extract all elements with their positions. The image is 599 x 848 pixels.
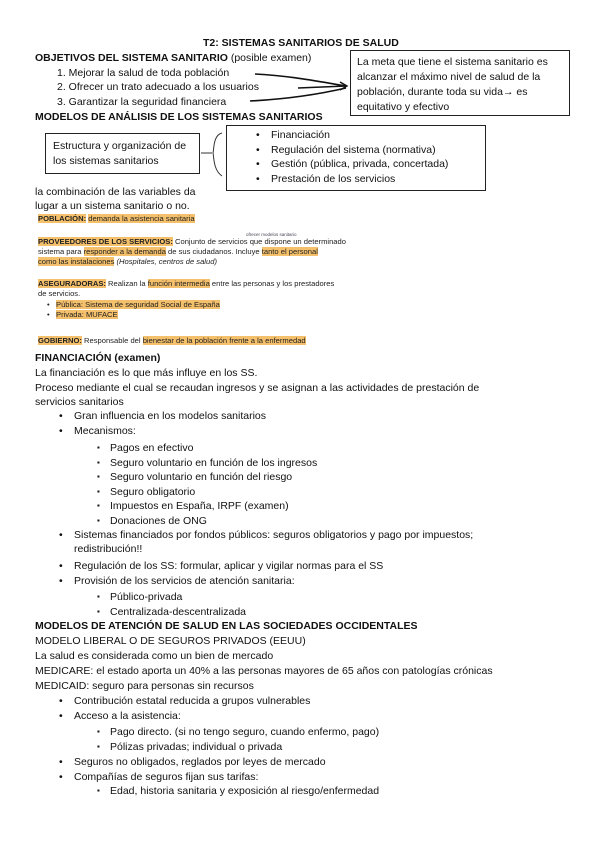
- aseguradoras-text-2: de servicios.: [38, 289, 81, 298]
- financiacion-bullet-fondos: • Sistemas financiados por fondos públicos: seguros obligatorios y pago por impuestos;: [74, 528, 473, 543]
- modelos-analisis-heading: MODELOS DE ANÁLISIS DE LOS SISTEMAS SANITARIOS: [35, 111, 323, 123]
- proveedores-hl-3: tanto el personal: [261, 247, 318, 256]
- variable-item-gestion: • Gestión (pública, privada, concertada): [271, 157, 448, 172]
- aseguradoras-line-1: [38, 279, 334, 289]
- aseguradoras-label: ASEGURADORAS:: [38, 279, 106, 288]
- proveedores-line-3: [38, 257, 217, 267]
- objetivos-heading-suffix: (posible examen): [227, 52, 312, 64]
- mecanismo-item: ▪ Seguro voluntario en función de los ingresos: [110, 456, 317, 471]
- variable-item-prestacion: • Prestación de los servicios: [271, 172, 448, 187]
- acceso-list: [110, 725, 379, 754]
- proveedores-text-1: Conjunto de servicios que dispone un determinado: [172, 237, 346, 246]
- gobierno-hl: bienestar de la población frente a la enfermedad: [142, 336, 306, 345]
- variable-item-financiacion: • Financiación: [271, 128, 448, 143]
- gobierno-label: GOBIERNO:: [38, 336, 82, 345]
- objetivos-heading-text: OBJETIVOS DEL SISTEMA SANITARIO: [35, 52, 228, 64]
- financiacion-bullet-provision: • Provisión de los servicios de atención sanitaria:: [74, 574, 383, 589]
- objetivo-item-1: 1. Mejorar la salud de toda población: [57, 67, 230, 79]
- acceso-item: ▪ Pago directo. (si no tengo seguro, cuando enfermo, pago): [110, 725, 379, 740]
- variable-item-regulacion: • Regulación del sistema (normativa): [271, 143, 448, 158]
- poblacion-label: POBLACIÓN:: [38, 214, 87, 223]
- liberal-bullet-seguros: • Seguros no obligados, reglados por leyes de mercado: [74, 755, 326, 770]
- proveedores-line-1: [38, 237, 346, 247]
- proveedores-line-2: [38, 247, 318, 257]
- aseguradoras-hl: función intermedia: [147, 279, 210, 288]
- modelos-atencion-heading: MODELOS DE ATENCIÓN DE SALUD EN LAS SOCIEDADES OCCIDENTALES: [35, 620, 418, 632]
- proveedores-text-2a: sistema para: [38, 247, 84, 256]
- financiacion-bullet-mecanismos: • Mecanismos:: [74, 424, 266, 439]
- modelo-liberal-medicaid: MEDICAID: seguro para personas sin recursos: [35, 680, 254, 692]
- proveedores-label: PROVEEDORES DE LOS SERVICIOS:: [38, 237, 173, 246]
- liberal-bullet-acceso: • Acceso a la asistencia:: [74, 709, 310, 724]
- financiacion-p1: La financiación es lo que más influye en los SS.: [35, 367, 258, 379]
- proveedores-text-2b: de sus ciudadanos. Incluye: [165, 247, 262, 256]
- liberal-bullet-companias: • Compañías de seguros fijan sus tarifas:: [74, 770, 326, 785]
- mecanismo-item: ▪ Impuestos en España, IRPF (examen): [110, 499, 317, 514]
- financiacion-list: [74, 409, 266, 438]
- variables-box: [226, 125, 486, 191]
- estructura-box-text: Estructura y organización de los sistemas sanitarios: [53, 140, 187, 167]
- mecanismo-item: ▪ Donaciones de ONG: [110, 514, 317, 529]
- mecanismos-list: [110, 441, 317, 529]
- proveedores-hl-2: responder a la demanda: [83, 247, 166, 256]
- financiacion-p2b: servicios sanitarios: [35, 396, 124, 408]
- variables-list: [271, 128, 448, 186]
- gobierno-line: [38, 336, 306, 346]
- modelo-liberal-medicare: MEDICARE: el estado aporta un 40% a las personas mayores de 65 años con patologías crónicas: [35, 665, 493, 677]
- provision-list: [110, 590, 246, 619]
- objetivo-item-2: 2. Ofrecer un trato adecuado a los usuarios: [57, 81, 259, 93]
- tarifas-list: [110, 784, 379, 799]
- aseg-item-publica: • Pública: Sistema de seguridad Social de España: [47, 300, 220, 309]
- combinacion-line-1: la combinación de las variables da: [35, 186, 196, 198]
- provision-item: ▪ Centralizada-descentralizada: [110, 605, 246, 620]
- financiacion-list-2: [74, 528, 473, 543]
- financiacion-list-3: [74, 559, 383, 588]
- financiacion-bullet-fondos-cont: redistribución!!: [74, 543, 143, 555]
- aseg-item-privada: • Privada: MUFACE: [47, 310, 118, 319]
- poblacion-text: demanda la asistencia sanitaria: [88, 214, 195, 223]
- page-title: T2: SISTEMAS SANITARIOS DE SALUD: [203, 37, 399, 49]
- aseguradoras-text-1b: entre las personas y los prestadores: [209, 279, 335, 288]
- financiacion-p2a: Proceso mediante el cual se recaudan ingresos y se asignan a las actividades de prestación de: [35, 382, 480, 394]
- provision-item: ▪ Público-privada: [110, 590, 246, 605]
- proveedores-text-4: (Hospitales, centros de salud): [114, 257, 217, 266]
- financiacion-heading: FINANCIACIÓN (examen): [35, 352, 161, 364]
- modelo-liberal-sub: MODELO LIBERAL O DE SEGUROS PRIVADOS (EEUU): [35, 635, 306, 647]
- objetivo-item-3: 3. Garantizar la seguridad financiera: [57, 96, 227, 108]
- mecanismo-item: ▪ Pagos en efectivo: [110, 441, 317, 456]
- objetivos-callout-text: La meta que tiene el sistema sanitario es alcanzar el máximo nivel de salud de la población, durante toda su vida→ es equitativo y efectivo: [357, 56, 548, 113]
- mecanismo-item: ▪ Seguro voluntario en función del riesgo: [110, 470, 317, 485]
- aseguradoras-text-1a: Realizan la: [105, 279, 148, 288]
- aseg-item-publica-text: Pública: Sistema de seguridad Social de España: [56, 300, 220, 309]
- tarifa-item: ▪ Edad, historia sanitaria y exposición al riesgo/enfermedad: [110, 784, 379, 799]
- tiny-note: ofrecer modelos sanitario: [246, 232, 297, 237]
- combinacion-line-2: lugar a un sistema sanitario o no.: [35, 200, 190, 212]
- mecanismo-item: ▪ Seguro obligatorio: [110, 485, 317, 500]
- financiacion-bullet-regulacion: • Regulación de los SS: formular, aplicar y vigilar normas para el SS: [74, 559, 383, 574]
- financiacion-bullet-influencia: • Gran influencia en los modelos sanitarios: [74, 409, 266, 424]
- acceso-item: ▪ Pólizas privadas; individual o privada: [110, 740, 379, 755]
- modelo-liberal-list: [74, 694, 310, 723]
- aseg-item-privada-text: Privada: MUFACE: [56, 310, 118, 319]
- liberal-bullet-contribucion: • Contribución estatal reducida a grupos vulnerables: [74, 694, 310, 709]
- inserted-notes-image: [36, 213, 376, 350]
- modelo-liberal-list-2: [74, 755, 326, 784]
- modelo-liberal-l1: La salud es considerada como un bien de mercado: [35, 650, 274, 662]
- gobierno-text: Responsable del: [81, 336, 143, 345]
- proveedores-hl-4: como las instalaciones: [38, 257, 115, 266]
